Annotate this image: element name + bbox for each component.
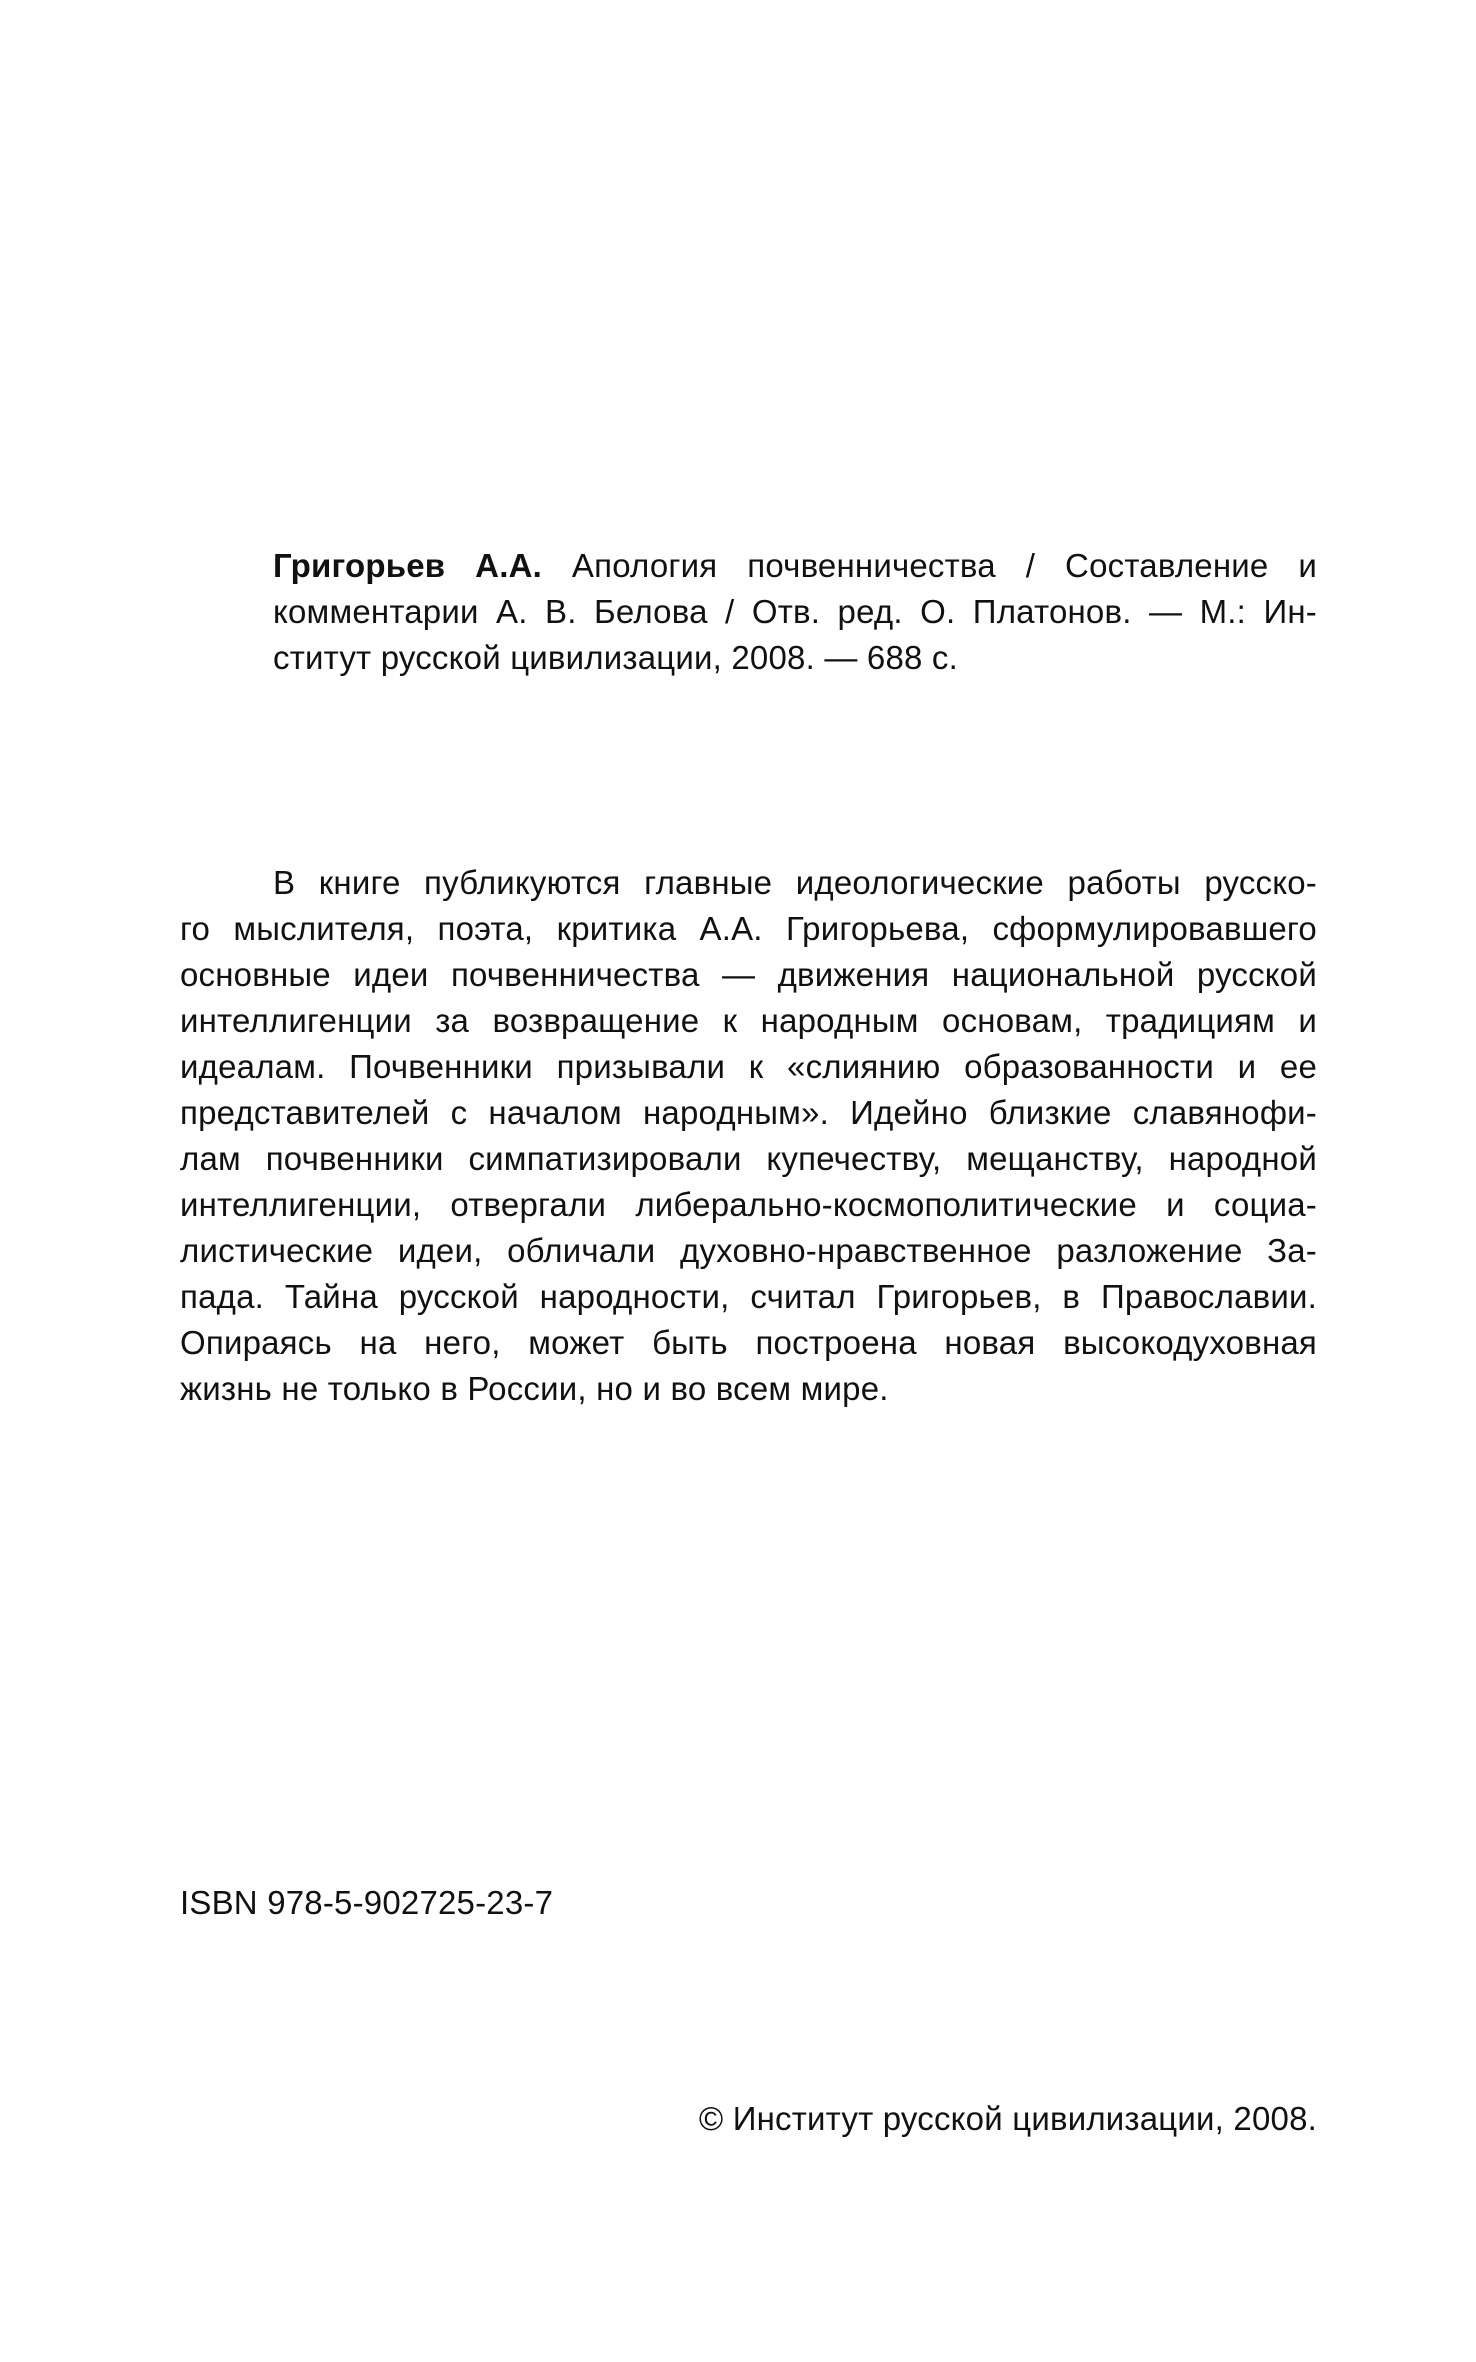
author-name: Григорьев А.А. — [273, 547, 542, 584]
annotation-line: Опираясь на него, может быть построена новая высокодуховная — [180, 1324, 1317, 1361]
annotation-line: представителей с началом народным». Идейно близкие славянофи- — [180, 1094, 1317, 1131]
bibliographic-line-1 — [273, 543, 1317, 589]
book-title: Апология почвенничества / Составление и — [571, 547, 1317, 584]
isbn: ISBN 978-5-902725-23-7 — [180, 1884, 554, 1921]
copyright-notice: © Институт русской цивилизации, 2008. — [698, 2100, 1317, 2137]
annotation-line: В книге публикуются главные идеологические работы русско- — [273, 864, 1317, 901]
annotation-line: идеалам. Почвенники призывали к «слиянию образованности и ее — [180, 1048, 1317, 1085]
annotation-line: интеллигенции, отвергали либерально-космополитические и социа- — [180, 1186, 1317, 1223]
annotation-line: жизнь не только в России, но и во всем мире. — [180, 1370, 889, 1407]
annotation-line: го мыслителя, поэта, критика А.А. Григорьева, сформулировавшего — [180, 910, 1317, 947]
annotation-line: основные идеи почвенничества — движения национальной русской — [180, 956, 1317, 993]
annotation-line: интеллигенции за возвращение к народным основам, традициям и — [180, 1002, 1317, 1039]
bibliographic-line-3: ститут русской цивилизации, 2008. — 688 с. — [273, 639, 958, 676]
bibliographic-line-2: комментарии А. В. Белова / Отв. ред. О. Платонов. — М.: Ин- — [273, 593, 1317, 630]
annotation-line: пада. Тайна русской народности, считал Григорьев, в Православии. — [180, 1278, 1317, 1315]
annotation-line: листические идеи, обличали духовно-нравственное разложение За- — [180, 1232, 1317, 1269]
annotation-line: лам почвенники симпатизировали купечеству, мещанству, народной — [180, 1140, 1317, 1177]
